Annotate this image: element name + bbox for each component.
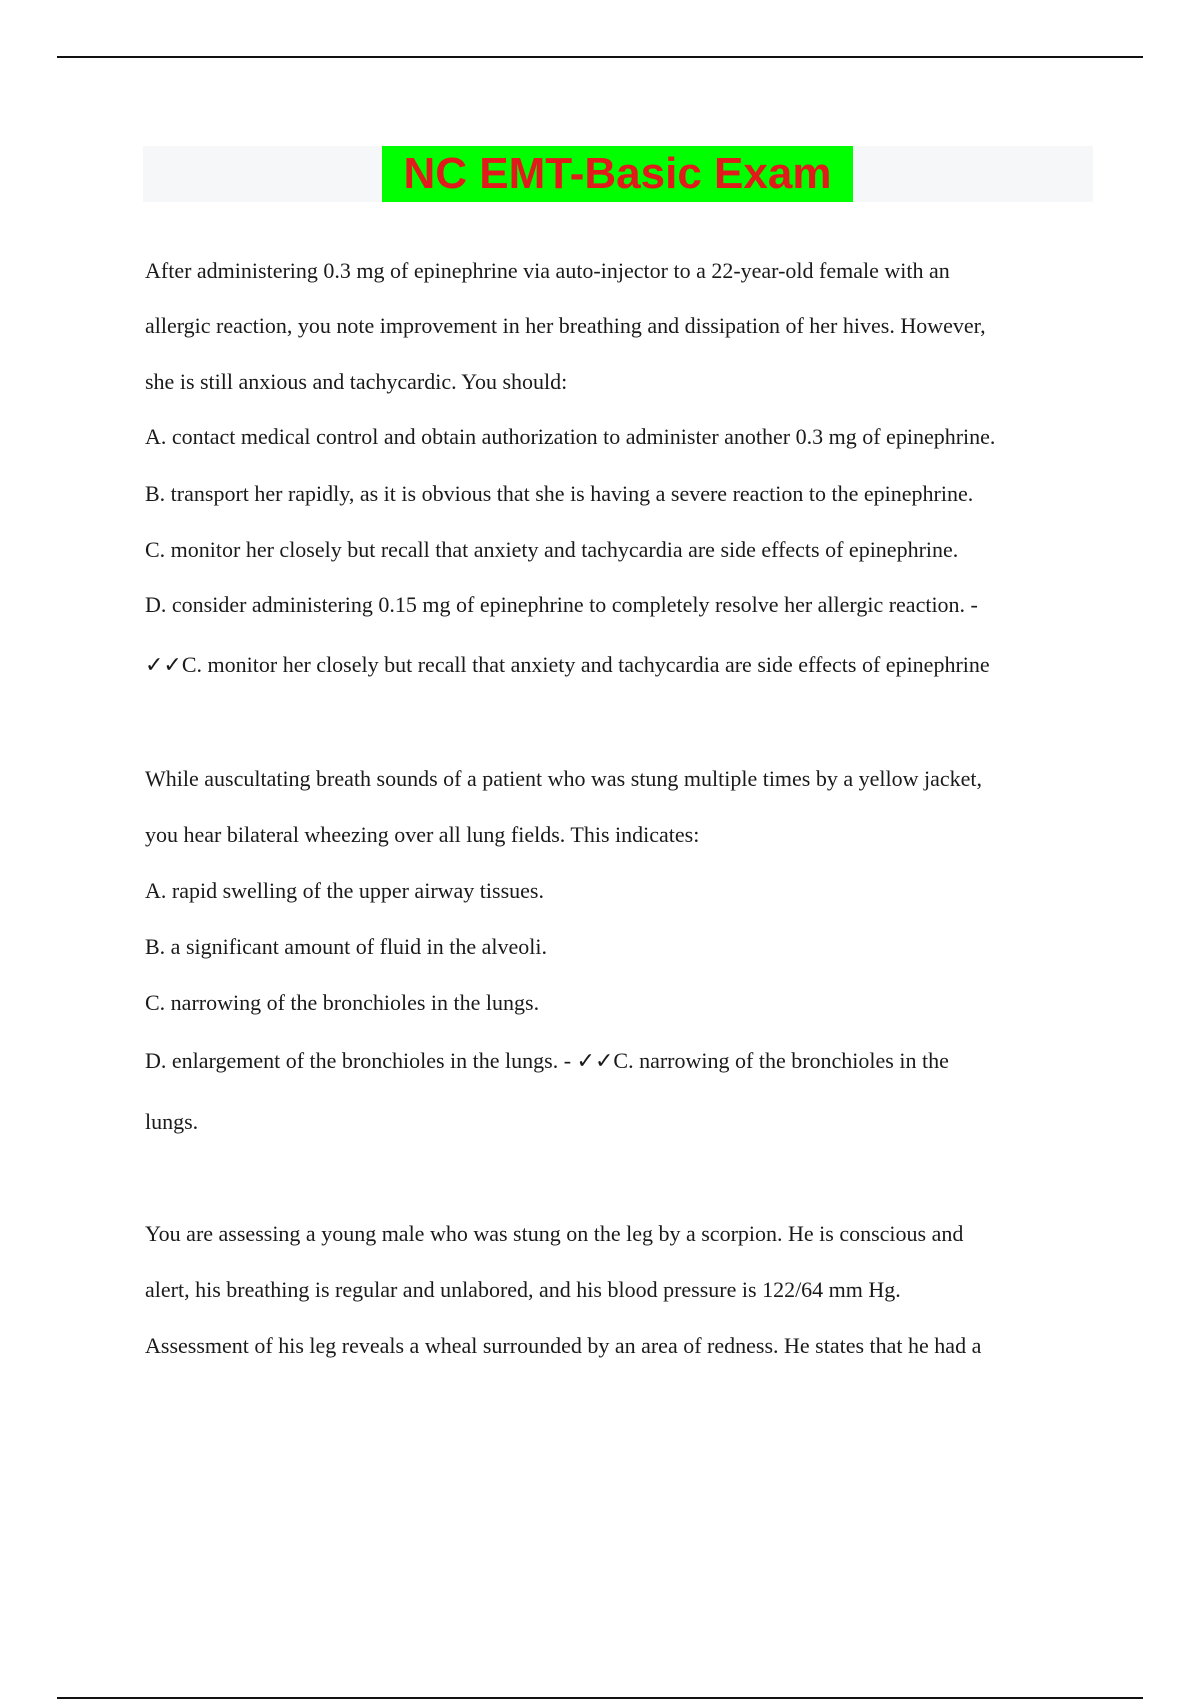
q3-stem-line-2: alert, his breathing is regular and unlabored, and his blood pressure is 122/64 mm Hg. — [145, 1277, 901, 1302]
q1-stem-line-2: allergic reaction, you note improvement in her breathing and dissipation of her hives. However, — [145, 313, 986, 338]
footer-rule — [57, 1697, 1143, 1699]
q1-answer: C. monitor her closely but recall that anxiety and tachycardia are side effects of epinephrine — [181, 652, 990, 677]
q1-stem-line-3: she is still anxious and tachycardic. You should: — [145, 369, 568, 394]
checkmark-icon: ✓✓ — [145, 653, 182, 678]
q1-option-a: A. contact medical control and obtain authorization to administer another 0.3 mg of epinephrine. — [145, 424, 996, 449]
q1-answer-line — [145, 650, 990, 681]
q2-stem-line-2: you hear bilateral wheezing over all lung fields. This indicates: — [145, 822, 700, 847]
checkmark-icon: ✓✓ — [576, 1049, 614, 1074]
q3-stem-line-3: Assessment of his leg reveals a wheal surrounded by an area of redness. He states that he had a — [145, 1333, 982, 1358]
q2-option-b: B. a significant amount of fluid in the alveoli. — [145, 934, 548, 959]
q3-stem-line-1: You are assessing a young male who was stung on the leg by a scorpion. He is conscious and — [145, 1221, 964, 1246]
q2-option-a: A. rapid swelling of the upper airway tissues. — [145, 878, 544, 903]
q2-option-c: C. narrowing of the bronchioles in the lungs. — [145, 990, 540, 1015]
q1-stem-line-1: After administering 0.3 mg of epinephrine via auto-injector to a 22-year-old female with an — [145, 258, 950, 283]
q2-option-d: D. enlargement of the bronchioles in the lungs. - — [145, 1048, 572, 1073]
q2-stem-line-1: While auscultating breath sounds of a patient who was stung multiple times by a yellow jacket, — [145, 766, 983, 791]
q1-option-b: B. transport her rapidly, as it is obvious that she is having a severe reaction to the epinephrine. — [145, 481, 974, 506]
page-title: NC EMT-Basic Exam — [382, 146, 853, 202]
header-rule — [57, 56, 1143, 58]
q2-option-d-line — [145, 1046, 949, 1077]
q1-option-d: D. consider administering 0.15 mg of epinephrine to completely resolve her allergic reaction. - — [145, 592, 978, 617]
q2-answer: C. narrowing of the bronchioles in the — [613, 1048, 949, 1073]
q1-option-c: C. monitor her closely but recall that anxiety and tachycardia are side effects of epinephrine. — [145, 537, 959, 562]
q2-answer-continued: lungs. — [145, 1109, 199, 1134]
